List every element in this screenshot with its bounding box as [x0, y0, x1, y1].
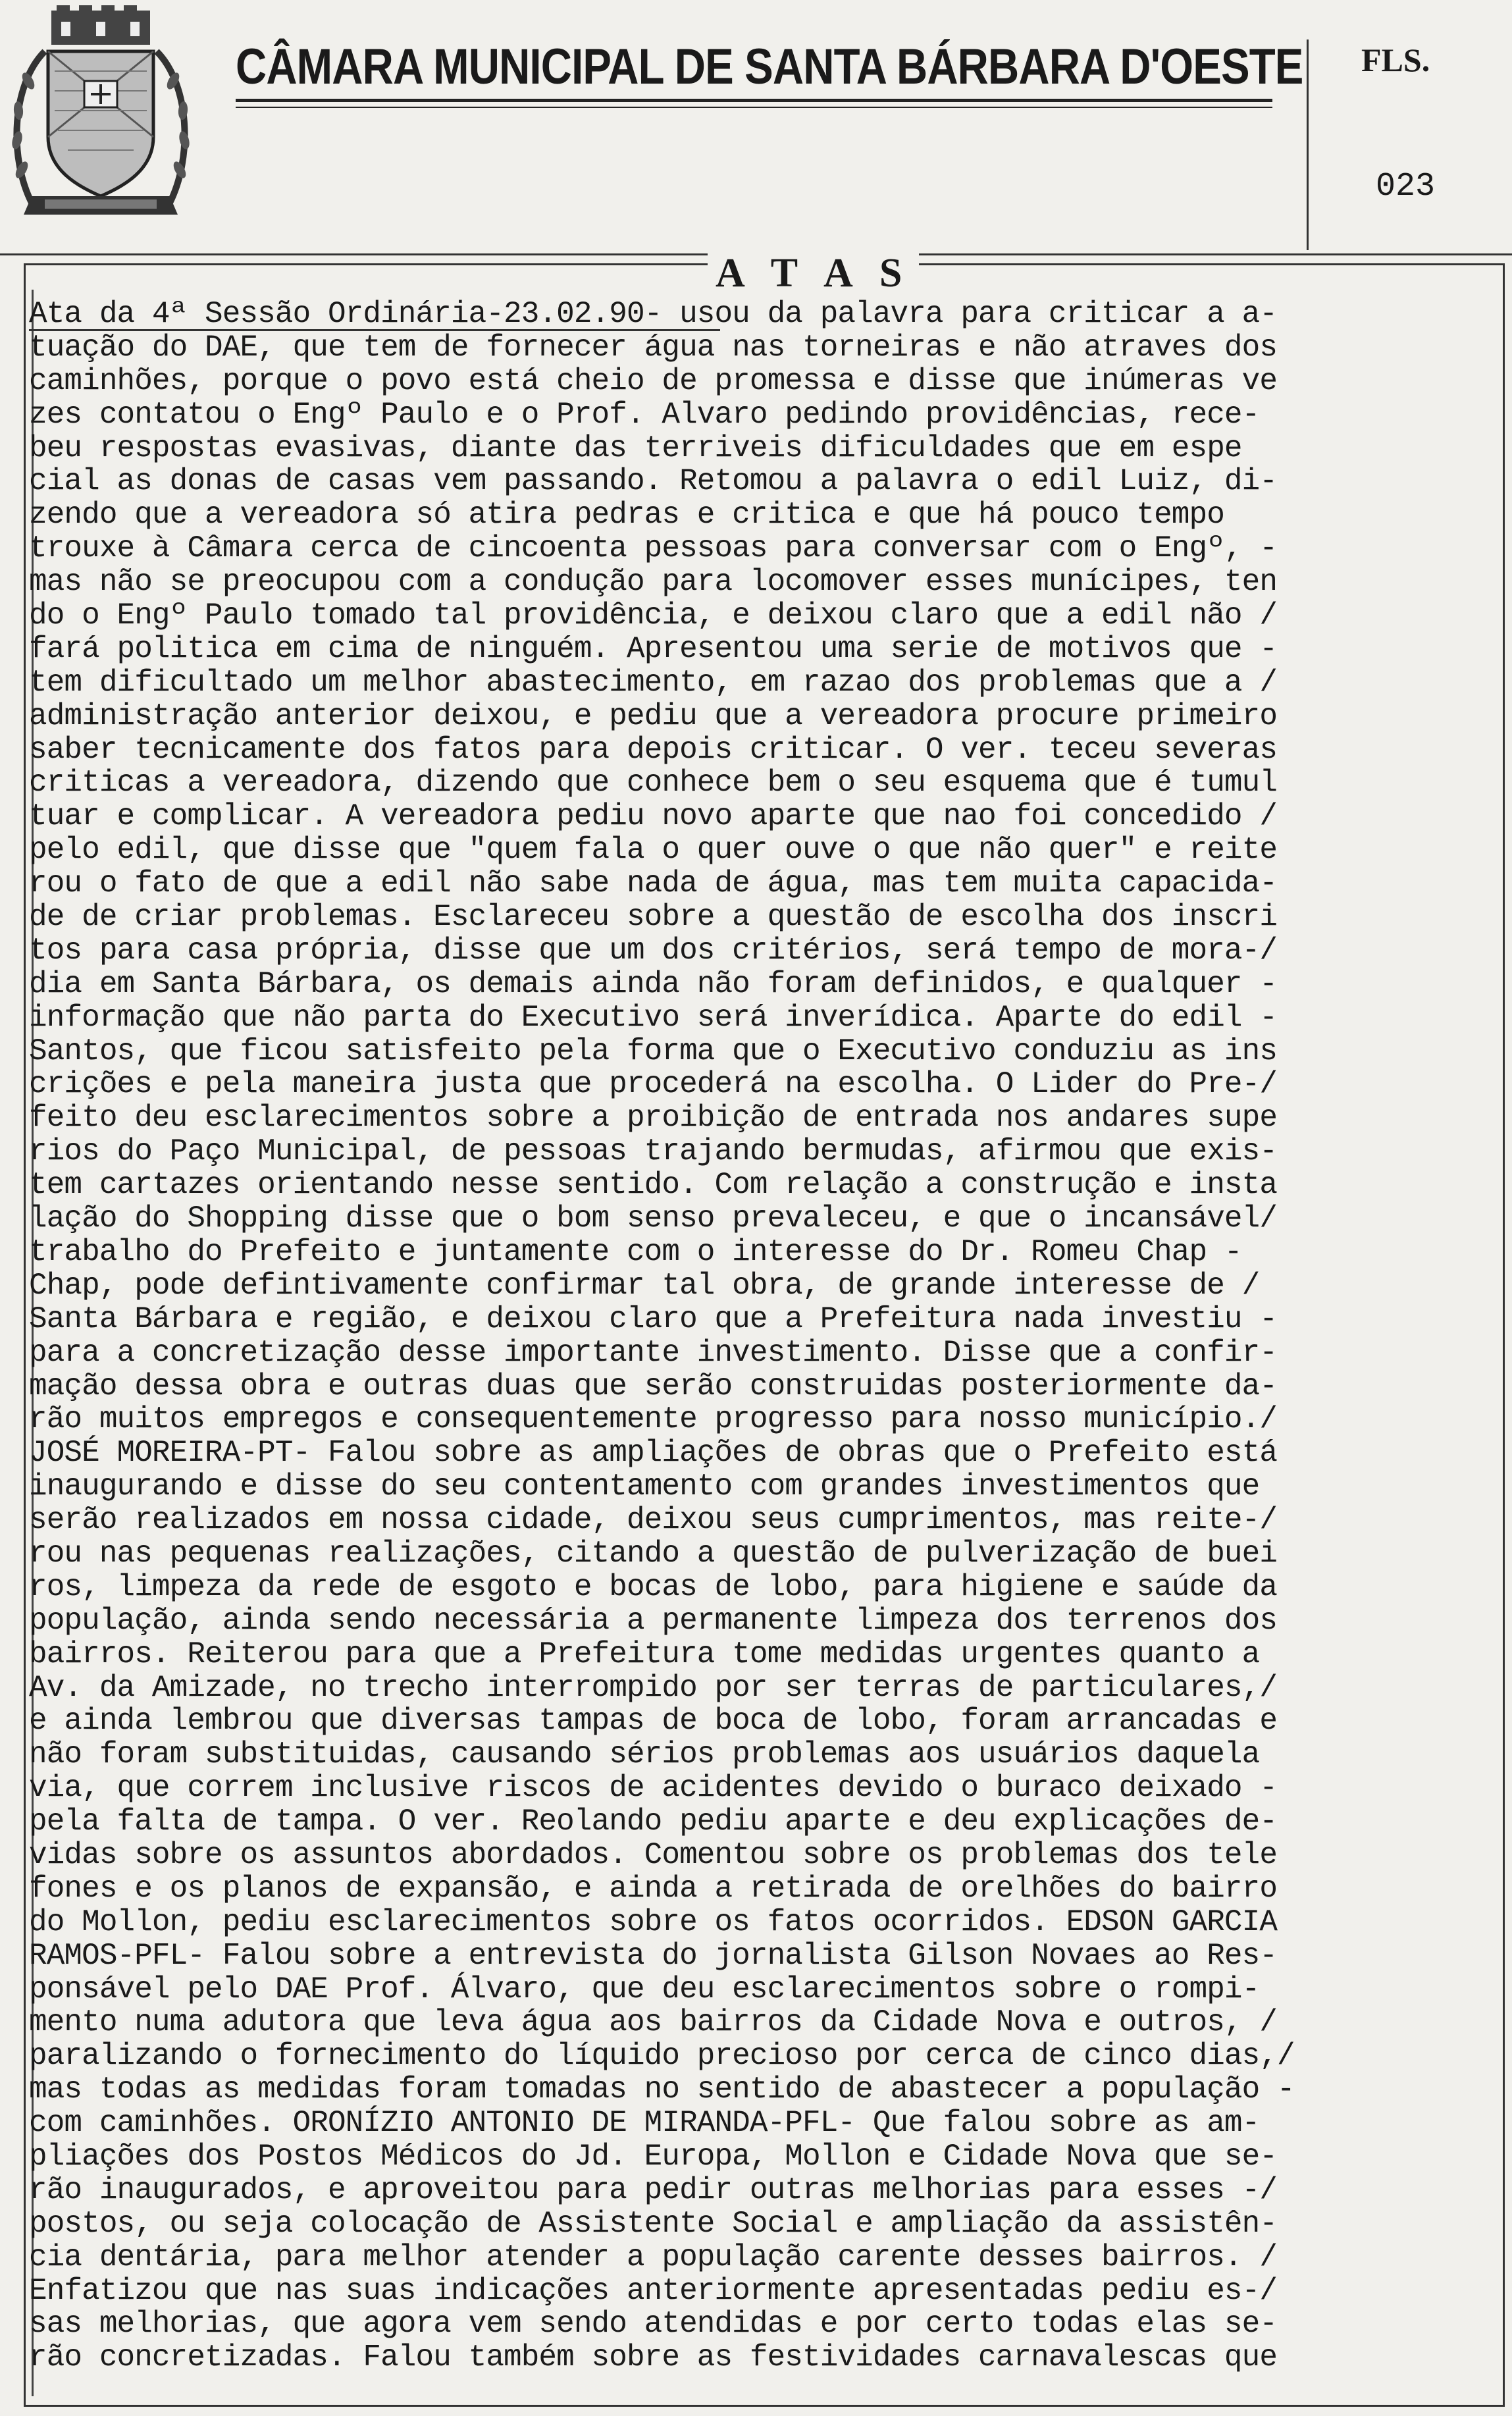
minutes-line: zes contatou o Engº Paulo e o Prof. Alvaro pedindo providências, rece- [29, 397, 1260, 432]
minutes-line: caminhões, porque o povo está cheio de promessa e disse que inúmeras ve [29, 363, 1278, 398]
minutes-line: informação que não parta do Executivo será inverídica. Aparte do edil - [29, 1000, 1278, 1035]
minutes-line: rios do Paço Municipal, de pessoas trajando bermudas, afirmou que exis- [29, 1134, 1278, 1169]
title-rule-thin [236, 107, 1272, 108]
minutes-line: mento numa adutora que leva água aos bairros da Cidade Nova e outros, / [29, 2005, 1278, 2040]
minutes-line: paralizando o fornecimento do líquido precioso por cerca de cinco dias,/ [29, 2039, 1295, 2074]
minutes-line: tem dificultado um melhor abastecimento, em razao dos problemas que a / [29, 665, 1278, 700]
minutes-line: tos para casa própria, disse que um dos critérios, será tempo de mora-/ [29, 933, 1278, 968]
minutes-body [29, 298, 1477, 2375]
minutes-line: tuar e complicar. A vereadora pediu novo aparte que nao foi concedido / [29, 799, 1278, 834]
minutes-line: lação do Shopping disse que o bom senso prevaleceu, e que o incansável/ [29, 1201, 1278, 1236]
minutes-line: postos, ou seja colocação de Assistente Social e ampliação da assistên- [29, 2206, 1278, 2241]
minutes-line: bairros. Reiterou para que a Prefeitura tome medidas urgentes quanto a [29, 1637, 1260, 1671]
page-number-divider [1307, 39, 1309, 250]
letterhead [0, 0, 1512, 258]
fls-label: FLS. [1361, 41, 1430, 78]
minutes-line: para a concretização desse importante investimento. Disse que a confir- [29, 1335, 1278, 1370]
section-title: A T A S [708, 250, 919, 297]
minutes-line: do o Engº Paulo tomado tal providência, e deixou claro que a edil não / [29, 598, 1278, 633]
minutes-line: crições e pela maneira justa que procederá na escolha. O Lider do Pre-/ [29, 1067, 1278, 1102]
minutes-line: tuação do DAE, que tem de fornecer água nas torneiras e não atraves dos [29, 330, 1278, 365]
minutes-line: saber tecnicamente dos fatos para depois criticar. O ver. teceu severas [29, 732, 1278, 767]
minutes-line: cial as donas de casas vem passando. Retomou a palavra o edil Luiz, di- [29, 464, 1278, 499]
minutes-line: rão concretizadas. Falou também sobre as festividades carnavalescas que [29, 2340, 1278, 2375]
minutes-line: Enfatizou que nas suas indicações anteriormente apresentadas pediu es-/ [29, 2273, 1278, 2308]
minutes-line: rão inaugurados, e aproveitou para pedir outras melhorias para esses -/ [29, 2172, 1278, 2207]
minutes-line: não foram substituidas, causando sérios problemas aos usuários daquela [29, 1737, 1260, 1772]
minutes-line: pliações dos Postos Médicos do Jd. Europa, Mollon e Cidade Nova que se- [29, 2139, 1278, 2174]
minutes-line: população, ainda sendo necessária a permanente limpeza dos terrenos dos [29, 1603, 1278, 1638]
minutes-line: Chap, pode defintivamente confirmar tal obra, de grande interesse de / [29, 1268, 1260, 1303]
minutes-line: feito deu esclarecimentos sobre a proibição de entrada nos andares supe [29, 1101, 1278, 1136]
minutes-line: administração anterior deixou, e pediu que a vereadora procure primeiro [29, 698, 1278, 733]
minutes-line: JOSÉ MOREIRA-PT- Falou sobre as ampliações de obras que o Prefeito está [29, 1436, 1278, 1471]
minutes-line: mas não se preocupou com a condução para locomover esses munícipes, ten [29, 565, 1278, 600]
minutes-line: Santos, que ficou satisfeito pela forma que o Executivo conduziu as ins [29, 1034, 1278, 1068]
minutes-line: RAMOS-PFL- Falou sobre a entrevista do jornalista Gilson Novaes ao Res- [29, 1938, 1278, 1973]
minutes-line: trouxe à Câmara cerca de cincoenta pessoas para conversar com o Engº, - [29, 531, 1278, 566]
minutes-line: e ainda lembrou que diversas tampas de boca de lobo, foram arrancadas e [29, 1704, 1278, 1739]
minutes-line: beu respostas evasivas, diante das terriveis dificuldades que em espe [29, 431, 1242, 465]
minutes-line: ponsável pelo DAE Prof. Álvaro, que deu esclarecimentos sobre o rompi- [29, 1972, 1260, 2007]
minutes-line: rão muitos empregos e consequentemente progresso para nosso município./ [29, 1402, 1278, 1437]
minutes-line: ros, limpeza da rede de esgoto e bocas de lobo, para higiene e saúde da [29, 1569, 1278, 1604]
minutes-line: serão realizados em nossa cidade, deixou seus cumprimentos, mas reite-/ [29, 1503, 1278, 1538]
minutes-line: rou nas pequenas realizações, citando a questão de pulverização de buei [29, 1536, 1278, 1571]
minutes-line: Ata da 4ª Sessão Ordinária-23.02.90- usou da palavra para criticar a a- [29, 297, 1278, 331]
minutes-line: cia dentária, para melhor atender a população carente desses bairros. / [29, 2240, 1278, 2274]
title-rule [236, 99, 1272, 102]
minutes-line: inaugurando e disse do seu contentamento com grandes investimentos que [29, 1469, 1260, 1504]
minutes-line: do Mollon, pediu esclarecimentos sobre os fatos ocorridos. EDSON GARCIA [29, 1904, 1278, 1939]
minutes-line: Santa Bárbara e região, e deixou claro que a Prefeitura nada investiu - [29, 1301, 1278, 1336]
minutes-line: Av. da Amizade, no trecho interrompido por ser terras de particulares,/ [29, 1670, 1278, 1705]
minutes-line: com caminhões. ORONÍZIO ANTONIO DE MIRANDA-PFL- Que falou sobre as am- [29, 2106, 1260, 2141]
municipal-coat-of-arms-icon [5, 5, 196, 223]
minutes-line: via, que correm inclusive riscos de acidentes devido o buraco deixado - [29, 1771, 1278, 1806]
minutes-line: vidas sobre os assuntos abordados. Comentou sobre os problemas dos tele [29, 1837, 1278, 1872]
minutes-line: tem cartazes orientando nesse sentido. Com relação a construção e insta [29, 1168, 1278, 1203]
minutes-line: sas melhorias, que agora vem sendo atendidas e por certo todas elas se- [29, 2307, 1278, 2342]
minutes-line: pelo edil, que disse que "quem fala o quer ouve o que não quer" e reite [29, 833, 1278, 868]
minutes-line: trabalho do Prefeito e juntamente com o interesse do Dr. Romeu Chap - [29, 1234, 1242, 1269]
institution-name: CÂMARA MUNICIPAL DE SANTA BÁRBARA D'OESTE [236, 39, 1303, 95]
minutes-line: de de criar problemas. Esclareceu sobre a questão de escolha dos inscri [29, 900, 1278, 935]
page-number: 023 [1376, 168, 1436, 205]
minutes-line: mação dessa obra e outras duas que serão construidas posteriormente da- [29, 1369, 1278, 1404]
minutes-line: zendo que a vereadora só atira pedras e critica e que há pouco tempo [29, 498, 1224, 533]
minutes-line: criticas a vereadora, dizendo que conhece bem o seu esquema que é tumul [29, 766, 1278, 801]
minutes-line: rou o fato de que a edil não sabe nada de água, mas tem muita capacida- [29, 866, 1278, 901]
minutes-line: fará politica em cima de ninguém. Apresentou uma serie de motivos que - [29, 631, 1278, 666]
minutes-line: pela falta de tampa. O ver. Reolando pediu aparte e deu explicações de- [29, 1804, 1278, 1839]
minutes-line: mas todas as medidas foram tomadas no sentido de abastecer a população - [29, 2072, 1295, 2107]
minutes-line: fones e os planos de expansão, e ainda a retirada de orelhões do bairro [29, 1871, 1278, 1906]
minutes-line: dia em Santa Bárbara, os demais ainda não foram definidos, e qualquer - [29, 966, 1278, 1001]
